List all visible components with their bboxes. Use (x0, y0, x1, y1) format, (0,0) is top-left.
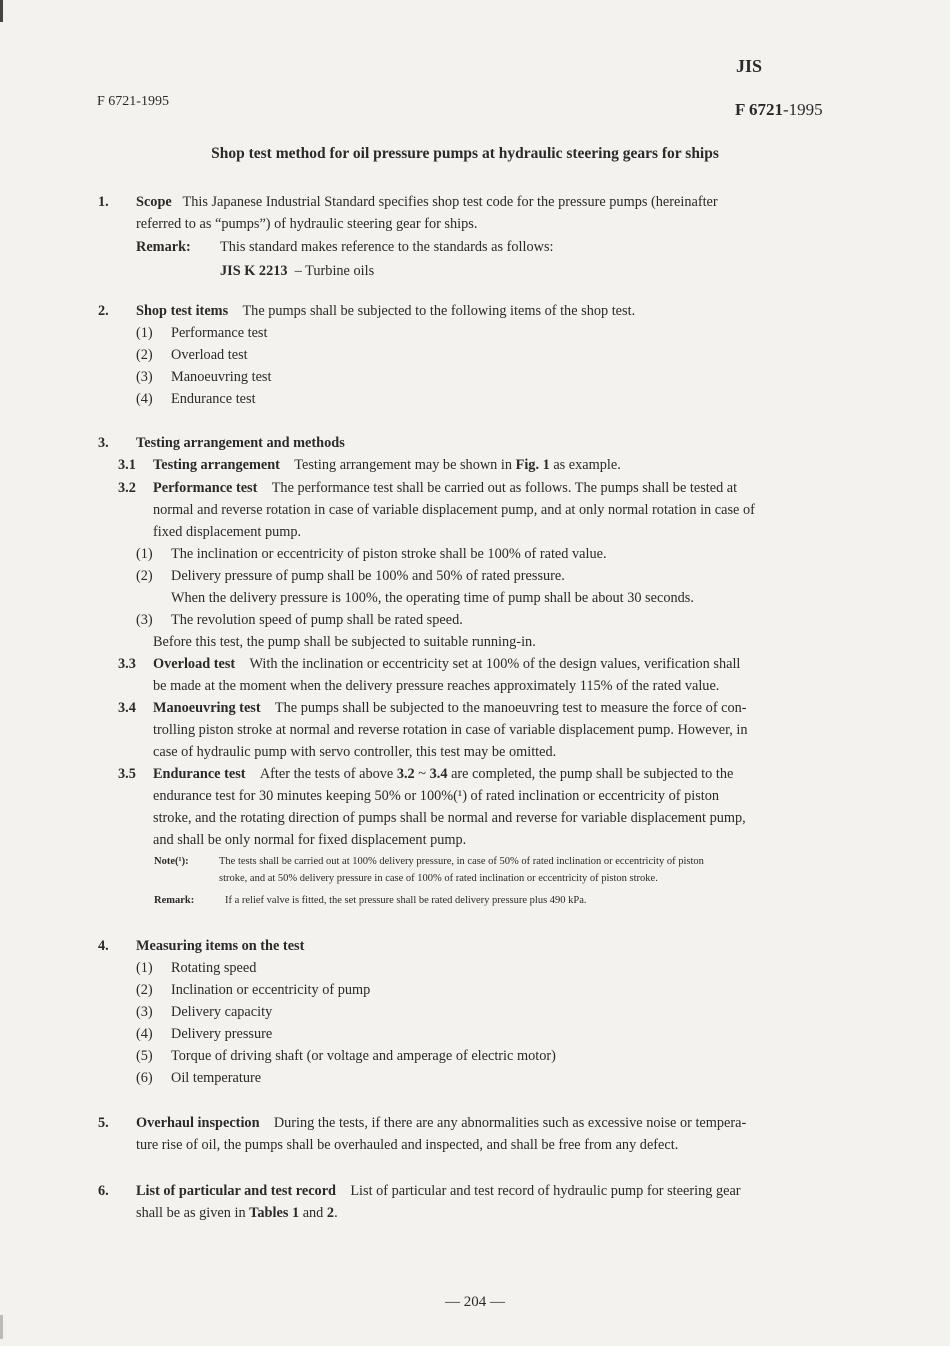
subsection-number: 3.2 (118, 480, 136, 496)
list-item-continuation: When the delivery pressure is 100%, the operating time of pump shall be about 30 seconds. (171, 590, 694, 606)
remark-label: Remark: (154, 895, 195, 906)
endurance-test-line-3: stroke, and the rotating direction of pumps shall be normal and reverse for variable displacement pump, (153, 810, 746, 826)
subsection-number: 3.3 (118, 656, 136, 672)
endurance-test-line-2: endurance test for 30 minutes keeping 50% or 100%(¹) of rated inclination or eccentricity of piston (153, 788, 720, 804)
reference-standard: JIS K 2213 – Turbine oils (220, 263, 375, 279)
manoeuvring-test-line-3: case of hydraulic pump with servo controller, this test may be omitted. (153, 744, 557, 760)
list-item: Oil temperature (171, 1070, 262, 1086)
note-line-1: The tests shall be carried out at 100% delivery pressure, in case of 50% of rated inclination or eccentricity of piston (219, 856, 704, 867)
page-number: — 204 — (445, 1294, 505, 1310)
manoeuvring-test-line-2: trolling piston stroke at normal and reverse rotation in case of variable displacement pump. However, in (153, 722, 748, 738)
performance-test-line-2: normal and reverse rotation in case of variable displacement pump, and at only normal rotation in case of (153, 502, 755, 518)
list-item: The inclination or eccentricity of piston stroke shall be 100% of rated value. (171, 546, 607, 562)
section-number: 5. (98, 1115, 109, 1131)
overload-test-line-1: Overload test With the inclination or eccentricity set at 100% of the design values, verification shall (153, 656, 741, 672)
list-item: Inclination or eccentricity of pump (171, 982, 371, 998)
standard-code-left: F 6721-1995 (97, 94, 169, 109)
list-item-number: (3) (136, 1004, 153, 1020)
list-item-number: (3) (136, 369, 153, 385)
subsection-number: 3.5 (118, 766, 136, 782)
list-item: Rotating speed (171, 960, 257, 976)
scope-line-2: referred to as “pumps”) of hydraulic steering gear for ships. (136, 216, 478, 232)
list-item-number: (1) (136, 546, 153, 562)
shop-test-items-text: Shop test items The pumps shall be subjected to the following items of the shop test. (136, 303, 636, 319)
overhaul-line-1: Overhaul inspection During the tests, if there are any abnormalities such as excessive noise or tempera- (136, 1115, 747, 1131)
list-item-number: (2) (136, 347, 153, 363)
overload-test-line-2: be made at the moment when the delivery pressure reaches approximately 115% of the rated value. (153, 678, 720, 694)
list-item: Delivery pressure of pump shall be 100% and 50% of rated pressure. (171, 568, 565, 584)
note-line-2: stroke, and at 50% delivery pressure in case of 100% of rated inclination or eccentricity of piston stroke. (219, 873, 658, 884)
remark-text: If a relief valve is fitted, the set pressure shall be rated delivery pressure plus 490 kPa. (225, 895, 587, 906)
remark-text: This standard makes reference to the standards as follows: (220, 239, 554, 255)
section-number: 3. (98, 435, 109, 451)
list-item: Endurance test (171, 391, 256, 407)
list-item: Torque of driving shaft (or voltage and amperage of electric motor) (171, 1048, 556, 1064)
standard-code-right: F 6721-1995 (735, 100, 823, 119)
scan-edge-mark (0, 0, 3, 22)
performance-test-line-3: fixed displacement pump. (153, 524, 302, 540)
performance-test-line-1: Performance test The performance test shall be carried out as follows. The pumps shall be tested at (153, 480, 738, 496)
testing-arrangement-text: Testing arrangement Testing arrangement may be shown in Fig. 1 as example. (153, 457, 621, 473)
list-item: Delivery capacity (171, 1004, 273, 1020)
list-item-number: (6) (136, 1070, 153, 1086)
list-item-number: (1) (136, 960, 153, 976)
page-title: Shop test method for oil pressure pumps at hydraulic steering gears for ships (211, 145, 719, 162)
scope-line-1: Scope This Japanese Industrial Standard specifies shop test code for the pressure pumps (hereinafter (136, 194, 718, 210)
manoeuvring-test-line-1: Manoeuvring test The pumps shall be subjected to the manoeuvring test to measure the force of con- (153, 700, 747, 716)
remark-label: Remark: (136, 239, 191, 255)
list-item: Manoeuvring test (171, 369, 272, 385)
endurance-test-line-1: Endurance test After the tests of above 3.2 ~ 3.4 are completed, the pump shall be subjected to the (153, 766, 734, 782)
section-heading: Measuring items on the test (136, 938, 305, 954)
list-item: Performance test (171, 325, 268, 341)
list-item-number: (3) (136, 612, 153, 628)
list-item: The revolution speed of pump shall be rated speed. (171, 612, 463, 628)
list-item-number: (2) (136, 982, 153, 998)
jis-mark: JIS (736, 56, 763, 76)
particular-line-1: List of particular and test record List of particular and test record of hydraulic pump for steering gear (136, 1183, 741, 1199)
list-item-number: (4) (136, 1026, 153, 1042)
section-number: 6. (98, 1183, 109, 1199)
list-item-number: (5) (136, 1048, 153, 1064)
running-in-text: Before this test, the pump shall be subjected to suitable running-in. (153, 634, 536, 650)
scan-edge-mark-bottom (0, 1315, 3, 1339)
particular-line-2: shall be as given in Tables 1 and 2. (136, 1205, 338, 1221)
list-item-number: (2) (136, 568, 153, 584)
list-item: Delivery pressure (171, 1026, 273, 1042)
section-number: 4. (98, 938, 109, 954)
list-item-number: (4) (136, 391, 153, 407)
overhaul-line-2: ture rise of oil, the pumps shall be overhauled and inspected, and shall be free from any defect. (136, 1137, 679, 1153)
list-item: Overload test (171, 347, 248, 363)
subsection-number: 3.1 (118, 457, 136, 473)
section-number: 1. (98, 194, 109, 210)
section-heading: Testing arrangement and methods (136, 435, 345, 451)
section-number: 2. (98, 303, 109, 319)
list-item-number: (1) (136, 325, 153, 341)
endurance-test-line-4: and shall be only normal for fixed displacement pump. (153, 832, 467, 848)
subsection-number: 3.4 (118, 700, 136, 716)
note-label: Note(¹): (154, 856, 189, 867)
